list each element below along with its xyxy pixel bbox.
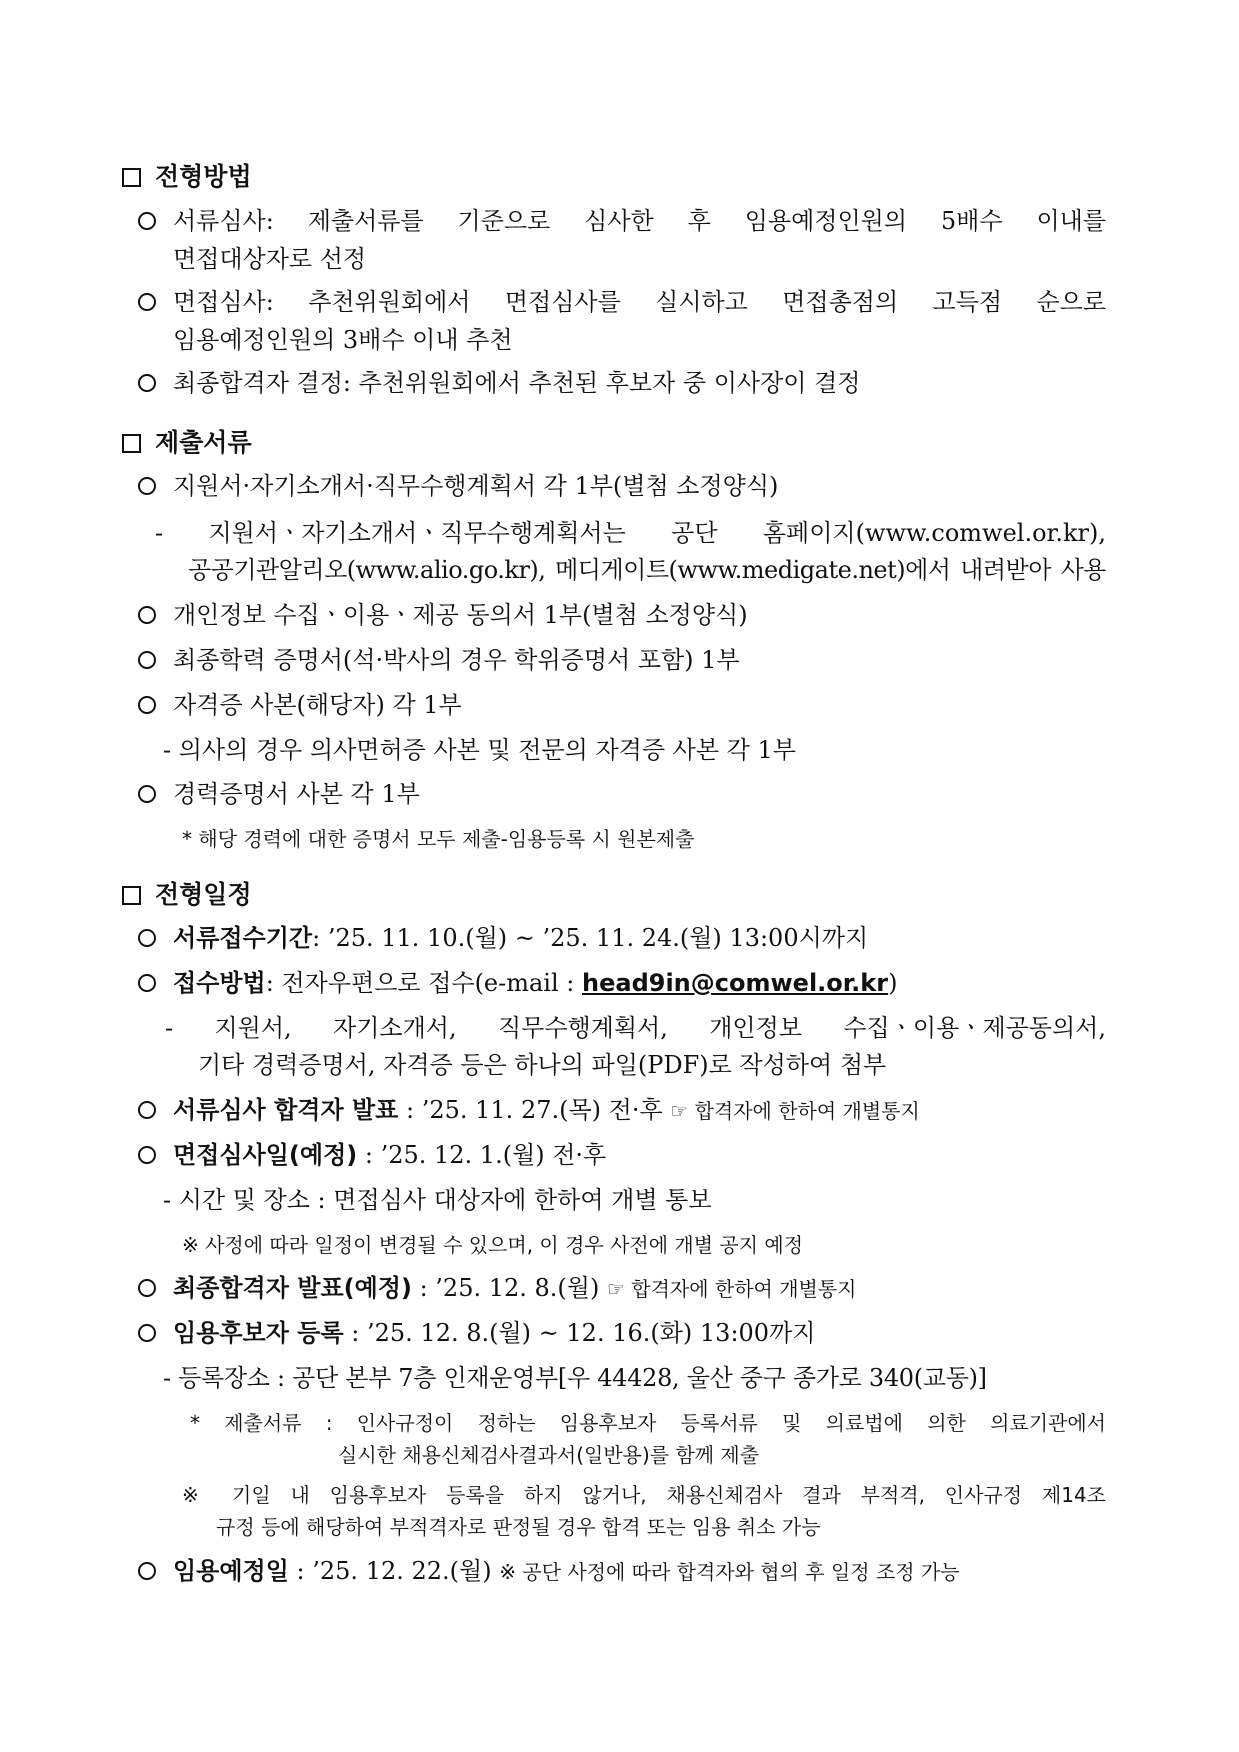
- item-interview: 면접심사: 추천위원회에서 면접심사를 실시하고 면접총점의 고득점 순으로: [138, 287, 1106, 317]
- circle-bullet-icon: [138, 1101, 156, 1119]
- item-screening-cont: 면접대상자로 선정: [173, 245, 367, 273]
- item-appointment-date: 임용예정일 : ’25. 12. 22.(월) ※ 공단 사정에 따라 합격자와 협의 후 일정 조정 가능: [138, 1556, 960, 1587]
- square-bullet-icon: [122, 886, 141, 905]
- section-title: 전형일정: [155, 880, 252, 909]
- label: 서류접수기간: [173, 924, 313, 952]
- item-application-note-cont: 공공기관알리오(www.alio.go.kr), 메디게이트(www.medigate.net)에서 내려받아 사용: [188, 556, 1106, 584]
- item-application: 지원서·자기소개서·직무수행계획서 각 1부(별첨 소정양식): [138, 471, 778, 501]
- item-method-note-cont: 기타 경력증명서, 자격증 등은 하나의 파일(PDF)로 작성하여 첨부: [198, 1051, 887, 1079]
- label: 최종합격자 발표(예정): [173, 1274, 412, 1302]
- item-receipt-method: 접수방법: 전자우편으로 접수(e-mail : head9in@comwel.or.kr): [138, 968, 897, 998]
- section-heading-documents: [122, 428, 252, 458]
- item-final-decision: 최종합격자 결정: 추천위원회에서 추천된 후보자 중 이사장이 결정: [138, 368, 860, 398]
- item-career-note: * 해당 경력에 대한 증명서 모두 제출-임용등록 시 원본제출: [182, 827, 695, 851]
- item-registration: 임용후보자 등록 : ’25. 12. 8.(월) ~ 12. 16.(화) 13:00까지: [138, 1318, 815, 1348]
- email-link[interactable]: head9in@comwel.or.kr: [582, 969, 889, 997]
- section-title: 제출서류: [155, 428, 252, 457]
- label: 임용후보자 등록: [173, 1319, 344, 1347]
- item-privacy-consent: 개인정보 수집ㆍ이용ㆍ제공 동의서 1부(별첨 소정양식): [138, 600, 748, 630]
- item-career: 경력증명서 사본 각 1부: [138, 779, 420, 809]
- item-screening: 서류심사: 제출서류를 기준으로 심사한 후 임용예정인원의 5배수 이내를: [138, 206, 1106, 236]
- circle-bullet-icon: [138, 293, 156, 311]
- label: 서류심사 합격자 발표: [173, 1096, 399, 1124]
- item-interview-notice: ※ 사정에 따라 일정이 변경될 수 있으며, 이 경우 사전에 개별 공지 예정: [182, 1233, 804, 1257]
- pointing-hand-note: ☞ 합격자에 한하여 개별통지: [670, 1099, 920, 1123]
- label: 접수방법: [173, 969, 266, 997]
- circle-bullet-icon: [138, 1324, 156, 1342]
- circle-bullet-icon: [138, 696, 156, 714]
- section-title: 전형방법: [155, 162, 252, 191]
- item-interview-date: 면접심사일(예정) : ’25. 12. 1.(월) 전·후: [138, 1140, 606, 1170]
- item-application-note: - 지원서ㆍ자기소개서ㆍ직무수행계획서는 공단 홈페이지(www.comwel.or.kr),: [155, 519, 1106, 547]
- item-registration-warning: ※ 기일 내 임용후보자 등록을 하지 않거나, 채용신체검사 결과 부적격, 인사규정 제14조: [182, 1483, 1106, 1507]
- label: 면접심사일(예정): [173, 1141, 358, 1169]
- item-interview-cont: 임용예정인원의 3배수 이내 추천: [173, 326, 513, 354]
- item-receipt-period: 서류접수기간: ’25. 11. 10.(월) ~ ’25. 11. 24.(월) 13:00시까지: [138, 923, 868, 953]
- circle-bullet-icon: [138, 974, 156, 992]
- circle-bullet-icon: [138, 929, 156, 947]
- circle-bullet-icon: [138, 1146, 156, 1164]
- section-heading-method: [122, 162, 252, 192]
- item-final-result: 최종합격자 발표(예정) : ’25. 12. 8.(월) ☞ 합격자에 한하여 개별통지: [138, 1273, 857, 1304]
- circle-bullet-icon: [138, 212, 156, 230]
- item-document-result: 서류심사 합격자 발표 : ’25. 11. 27.(목) 전·후 ☞ 합격자에 한하여 개별통지: [138, 1095, 920, 1126]
- item-registration-place: - 등록장소 : 공단 본부 7층 인재운영부[우 44428, 울산 중구 종가로 340(교동)]: [163, 1364, 987, 1392]
- circle-bullet-icon: [138, 477, 156, 495]
- item-registration-warning-cont: 규정 등에 해당하여 부적격자로 판정될 경우 합격 또는 임용 취소 가능: [216, 1515, 821, 1539]
- circle-bullet-icon: [138, 1562, 156, 1580]
- square-bullet-icon: [122, 434, 141, 453]
- item-license-note: - 의사의 경우 의사면허증 사본 및 전문의 자격증 사본 각 1부: [163, 736, 796, 764]
- item-method-note: - 지원서, 자기소개서, 직무수행계획서, 개인정보 수집ㆍ이용ㆍ제공동의서,: [165, 1014, 1106, 1042]
- pointing-hand-note: ☞ 합격자에 한하여 개별통지: [606, 1277, 857, 1301]
- item-interview-note: - 시간 및 장소 : 면접심사 대상자에 한하여 개별 통보: [163, 1186, 712, 1214]
- circle-bullet-icon: [138, 374, 156, 392]
- circle-bullet-icon: [138, 651, 156, 669]
- item-registration-docs-cont: 실시한 채용신체검사결과서(일반용)를 함께 제출: [338, 1443, 760, 1467]
- circle-bullet-icon: [138, 785, 156, 803]
- label: 임용예정일: [173, 1557, 289, 1585]
- item-registration-docs: * 제출서류 : 인사규정이 정하는 임용후보자 등록서류 및 의료법에 의한 의료기관에서: [190, 1411, 1106, 1435]
- section-heading-schedule: [122, 880, 252, 910]
- item-education: 최종학력 증명서(석·박사의 경우 학위증명서 포함) 1부: [138, 645, 740, 675]
- square-bullet-icon: [122, 168, 141, 187]
- item-license: 자격증 사본(해당자) 각 1부: [138, 690, 462, 720]
- circle-bullet-icon: [138, 1279, 156, 1297]
- appointment-note: ※ 공단 사정에 따라 합격자와 협의 후 일정 조정 가능: [499, 1560, 960, 1584]
- circle-bullet-icon: [138, 606, 156, 624]
